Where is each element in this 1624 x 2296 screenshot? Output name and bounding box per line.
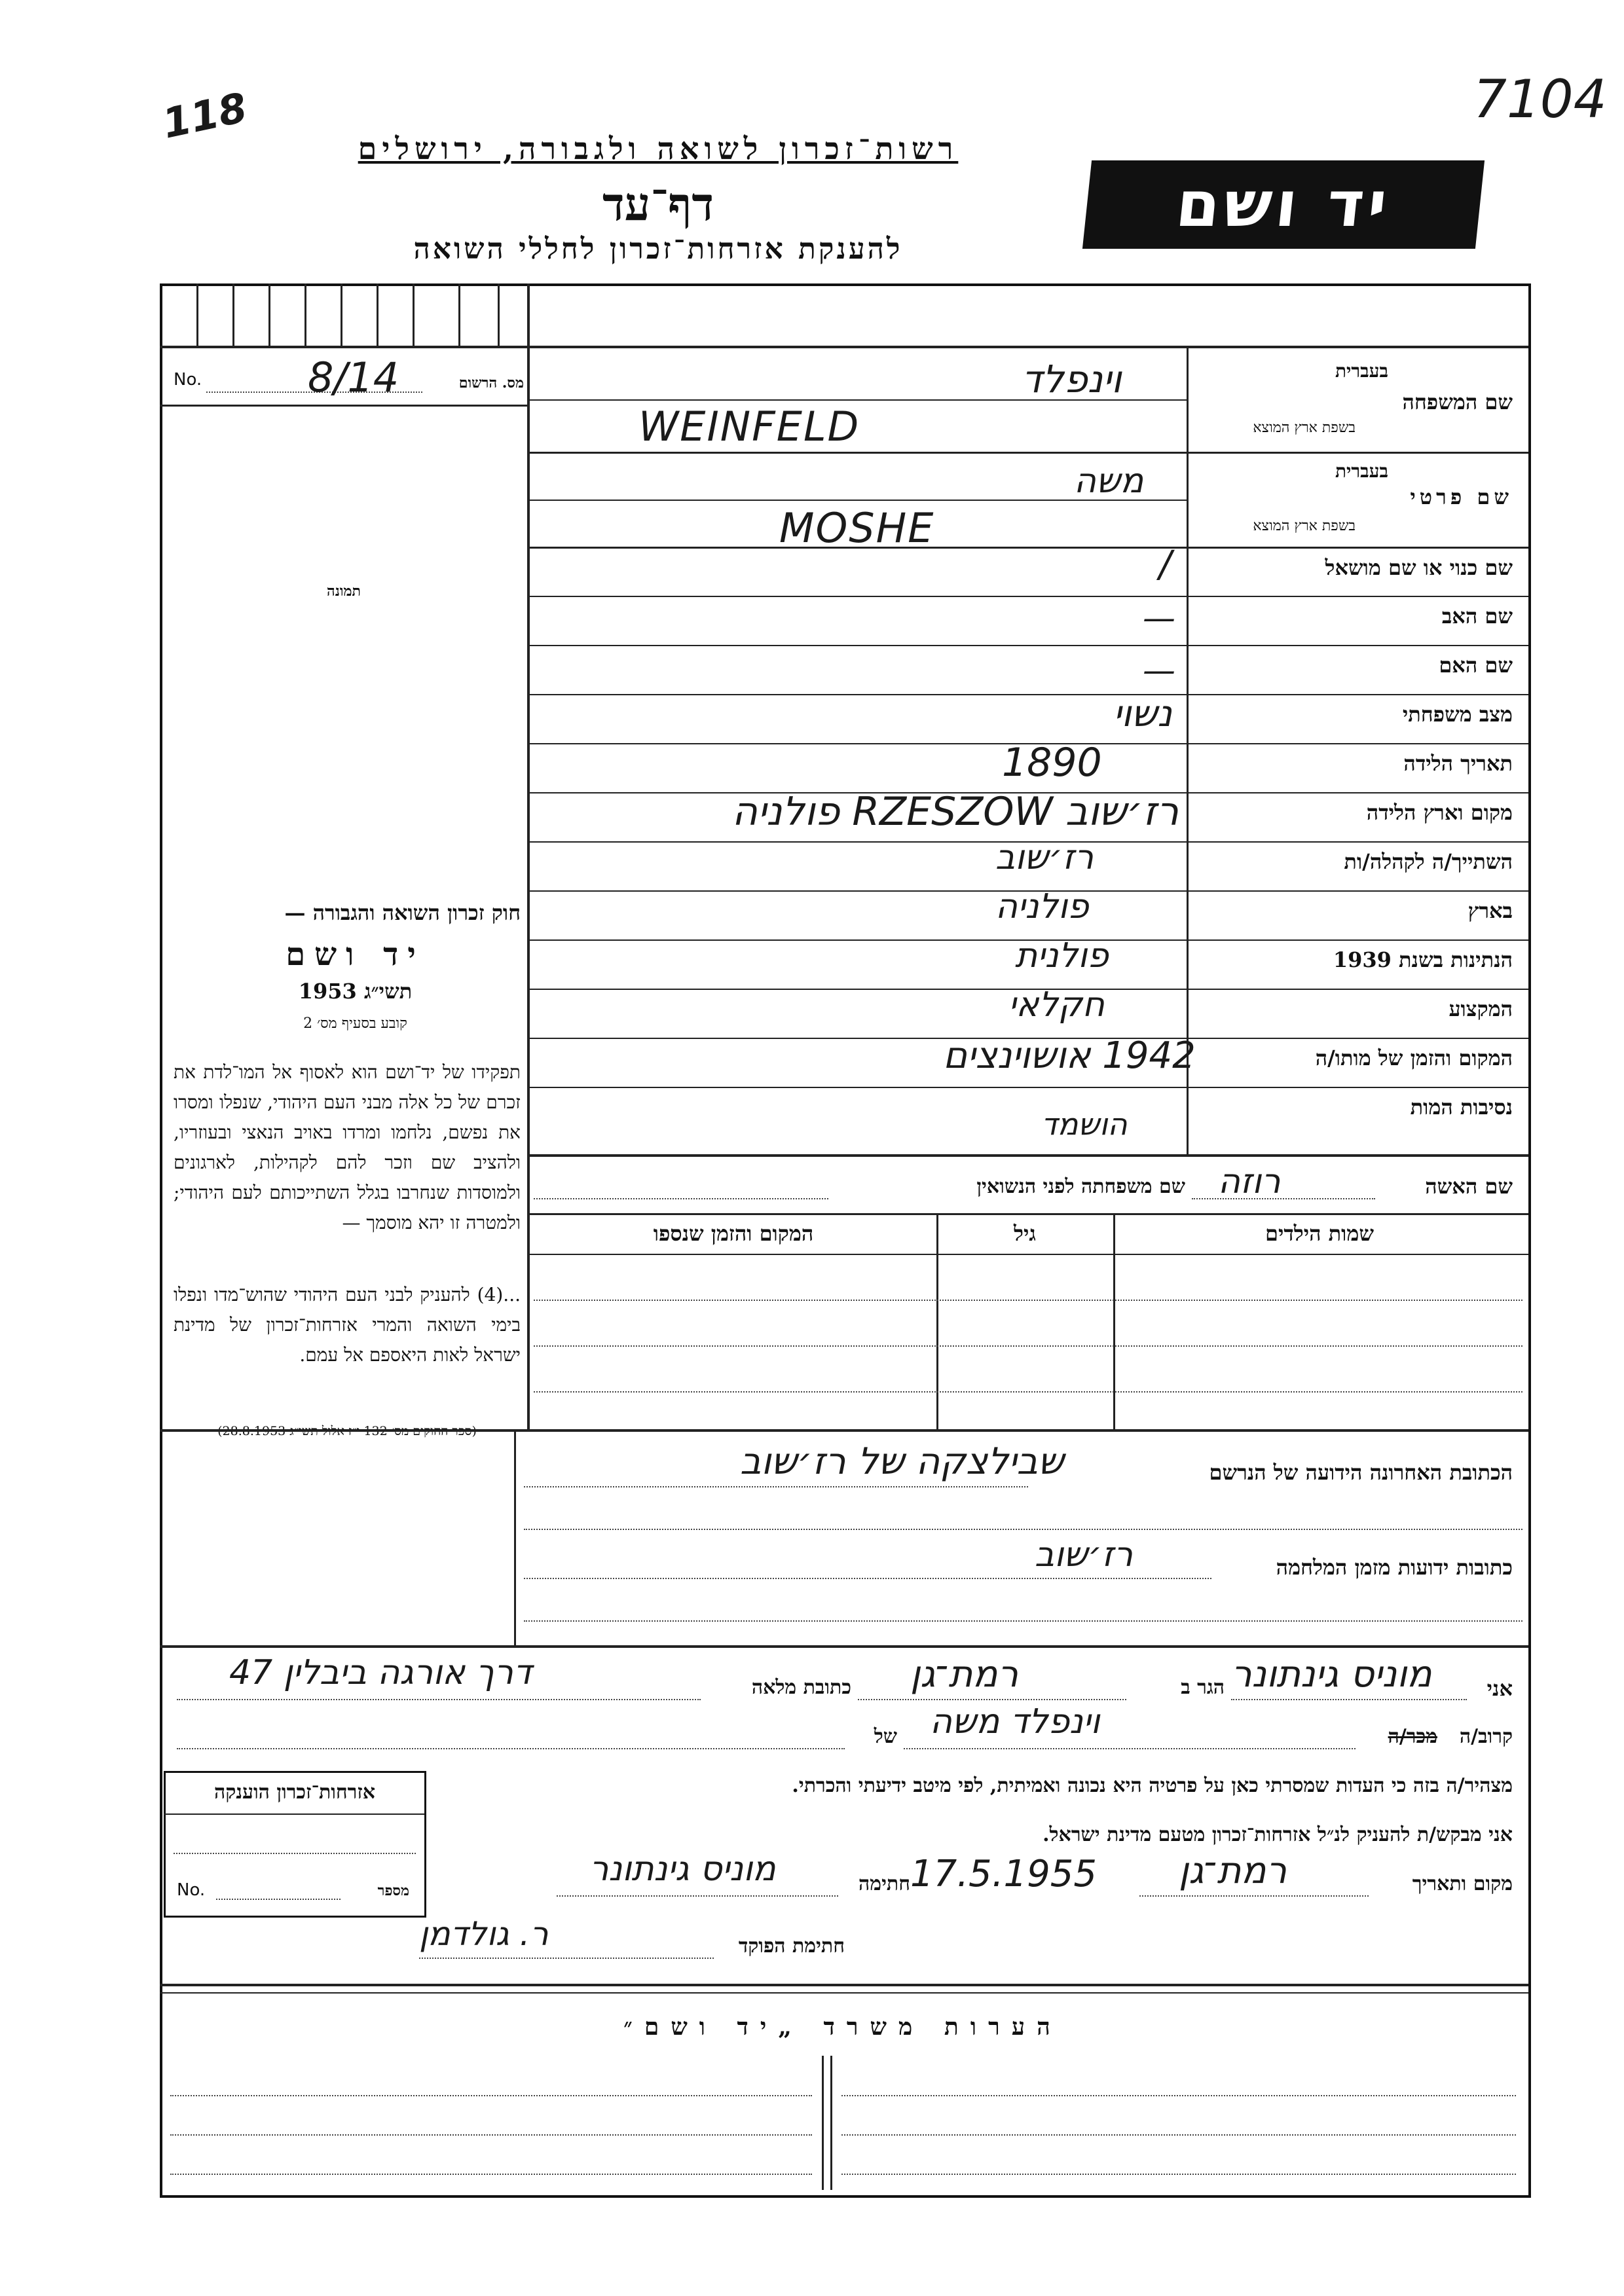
country-value: פולניה (995, 887, 1089, 926)
birth-date-label: תאריך הלידה (1403, 751, 1513, 776)
wartime-address-label: כתובות ידועות מזמן המלחמה (1276, 1555, 1513, 1580)
official-signature: ר. גולדמן (419, 1915, 549, 1953)
citizenship-1939-label: הנתינות בשנת 1939 (1333, 947, 1513, 972)
photo-label: תמונה (327, 583, 361, 600)
nickname-label: שם כנוי או שם מושאל (1325, 555, 1513, 580)
law-name: יד ושם (286, 936, 425, 973)
declarant-name: מוניס גינתונר (1231, 1653, 1432, 1696)
community-value: רז׳שוב (995, 838, 1094, 877)
last-address-value: שבילצקה של רז׳שוב (740, 1440, 1064, 1483)
father-name-value: — (1143, 599, 1175, 637)
acquaintance-struck: מכר/ה (1388, 1725, 1437, 1748)
document-title: דף־עד (602, 177, 714, 231)
profession-value: חקלאי (1008, 985, 1105, 1025)
wartime-address-value: רז׳שוב (1035, 1535, 1134, 1575)
yad-vashem-logo (1082, 160, 1485, 249)
wife-name-value: רוזה (1218, 1162, 1281, 1201)
family-name-hebrew-value: וינפלד (1022, 357, 1122, 401)
children-age-header: גיל (1014, 1221, 1036, 1246)
first-name-hebrew-label: בעברית (1335, 460, 1388, 482)
profession-label: המקצוע (1449, 996, 1513, 1021)
family-name-label: שם המשפחה (1402, 390, 1513, 414)
office-remarks-title: הערות משרד „יד ושם״ (623, 2013, 1062, 2041)
citizenship-no-he-label: מספר (377, 1882, 409, 1899)
birth-place-label: מקום וארץ הלידה (1366, 800, 1513, 825)
nickname-value: / (1159, 543, 1172, 586)
resides-value: רמת־גן (910, 1653, 1018, 1696)
declaration-statement-1: מצהיר/ה בזה כי העדות שמסרתי כאן על פרטיה היא נכונה ואמיתית, לפי מיטב ידיעתי והכרתי. (792, 1774, 1513, 1797)
last-address-label: הכתובת האחרונה הידועה של הנרשם (1209, 1460, 1513, 1485)
of-label: של (874, 1725, 897, 1748)
family-name-origin-value: WEINFELD (638, 403, 860, 450)
signature-label: חתימה (858, 1872, 910, 1895)
date-value: 17.5.1955 (910, 1853, 1098, 1895)
full-address-value: דרך אורגה ביבלין 47 (229, 1653, 532, 1692)
law-clause: קובע בסעיף מס׳ 2 (303, 1015, 407, 1032)
birth-place-value: רז׳שוב RZESZOW פולניה (731, 789, 1179, 835)
wife-name-label: שם האשה (1425, 1174, 1513, 1199)
first-name-label: שם פרטי (1410, 484, 1513, 509)
corner-number-left: 118 (158, 83, 251, 148)
declarant-i-label: אני (1486, 1676, 1513, 1701)
death-place-time-value: 1942 אושוינצים (943, 1034, 1196, 1077)
citizenship-1939-value: פולנית (1015, 936, 1109, 975)
first-name-hebrew-value: משה (1074, 462, 1144, 501)
birth-date-value: 1890 (1002, 740, 1102, 786)
law-year: תשי״ג 1953 (298, 979, 413, 1004)
marital-status-label: מצב משפחתי (1402, 702, 1513, 727)
place-value: רמת־גן (1179, 1850, 1287, 1892)
authority-title: רשות־זכרון לשואה ולגבורה, ירושלים (358, 131, 959, 166)
relative-label: קרוב/ה (1459, 1725, 1513, 1748)
father-name-label: שם האב (1441, 604, 1513, 629)
maiden-name-label: שם משפחתה לפני הנשואין (976, 1175, 1185, 1198)
resides-label: הגר ב (1181, 1676, 1225, 1699)
mother-name-value: — (1143, 651, 1175, 689)
death-place-time-label: המקום והזמן של מותו/ה (1315, 1046, 1513, 1070)
place-date-label: מקום ותאריך (1412, 1872, 1513, 1895)
declaration-statement-2: אני מבקש/ת להעניק לנ״ל אזרחות־זכרון מטעם מדינת ישראל. (1043, 1823, 1513, 1846)
children-names-header: שמות הילדים (1265, 1221, 1374, 1246)
full-address-label: כתובת מלאה (751, 1676, 851, 1699)
country-label: בארץ (1467, 898, 1513, 923)
official-signature-label: חתימת הפוקד (738, 1935, 845, 1958)
first-name-origin-value: MOSHE (779, 504, 935, 552)
death-circumstances-value: הושמד (1041, 1106, 1128, 1142)
mother-name-label: שם האם (1439, 653, 1513, 678)
law-text-2: ...(4) להעניק לבני העם היהודי שהוש־מדו ונפלו בימי השואה והמרי אזרחות־זכרון של מדינת ישראל לאות היאספם אל עמם. (174, 1284, 521, 1366)
registration-no-label-he: מס. הרשום (458, 374, 524, 392)
citizenship-granted-title: אזרחות־זכרון הוענקה (213, 1781, 376, 1804)
registration-no-label-en: No. (174, 370, 202, 390)
relative-of-value: וינפלד משה (930, 1702, 1100, 1741)
death-circumstances-label: נסיבות המות (1410, 1095, 1513, 1120)
document-subtitle: להענקת אזרחות־זכרון לחללי השואה (413, 232, 903, 266)
registration-no-value: 8/14 (308, 354, 399, 401)
law-text-1: תפקידו של יד־ושם הוא לאסוף אל המו־לדת את זכרם של כל אלה מבני העם היהודי, שנפלו ומסרו את נפשם, נלחמו ומרדו באויב הנאצי ובעוזריו, ולהציב שם וזכר להם לקהילות, לארגונים ולמוסדות שנחרבו בגלל השתייכותם לעם היהודי; ולמטרה זו יהא מוסמך — (174, 1061, 521, 1233)
logo-text: יד ושם (1172, 168, 1395, 241)
family-name-hebrew-label: בעברית (1335, 360, 1388, 382)
declarant-signature: מוניס גינתונר (589, 1850, 776, 1889)
marital-status-value: נשוי (1113, 693, 1172, 735)
law-title: חוק זכרון השואה והגבורה — (284, 900, 521, 925)
community-label: השתייך/ה לקהלה/ות (1344, 849, 1513, 874)
family-name-origin-label: בשפת ארץ המוצא (1253, 420, 1356, 436)
corner-number-right: 7104 (1473, 69, 1607, 130)
first-name-origin-label: בשפת ארץ המוצא (1253, 518, 1356, 534)
children-place-time-header: המקום והזמן שנספו (653, 1221, 814, 1246)
citizenship-no-label: No. (177, 1880, 206, 1900)
